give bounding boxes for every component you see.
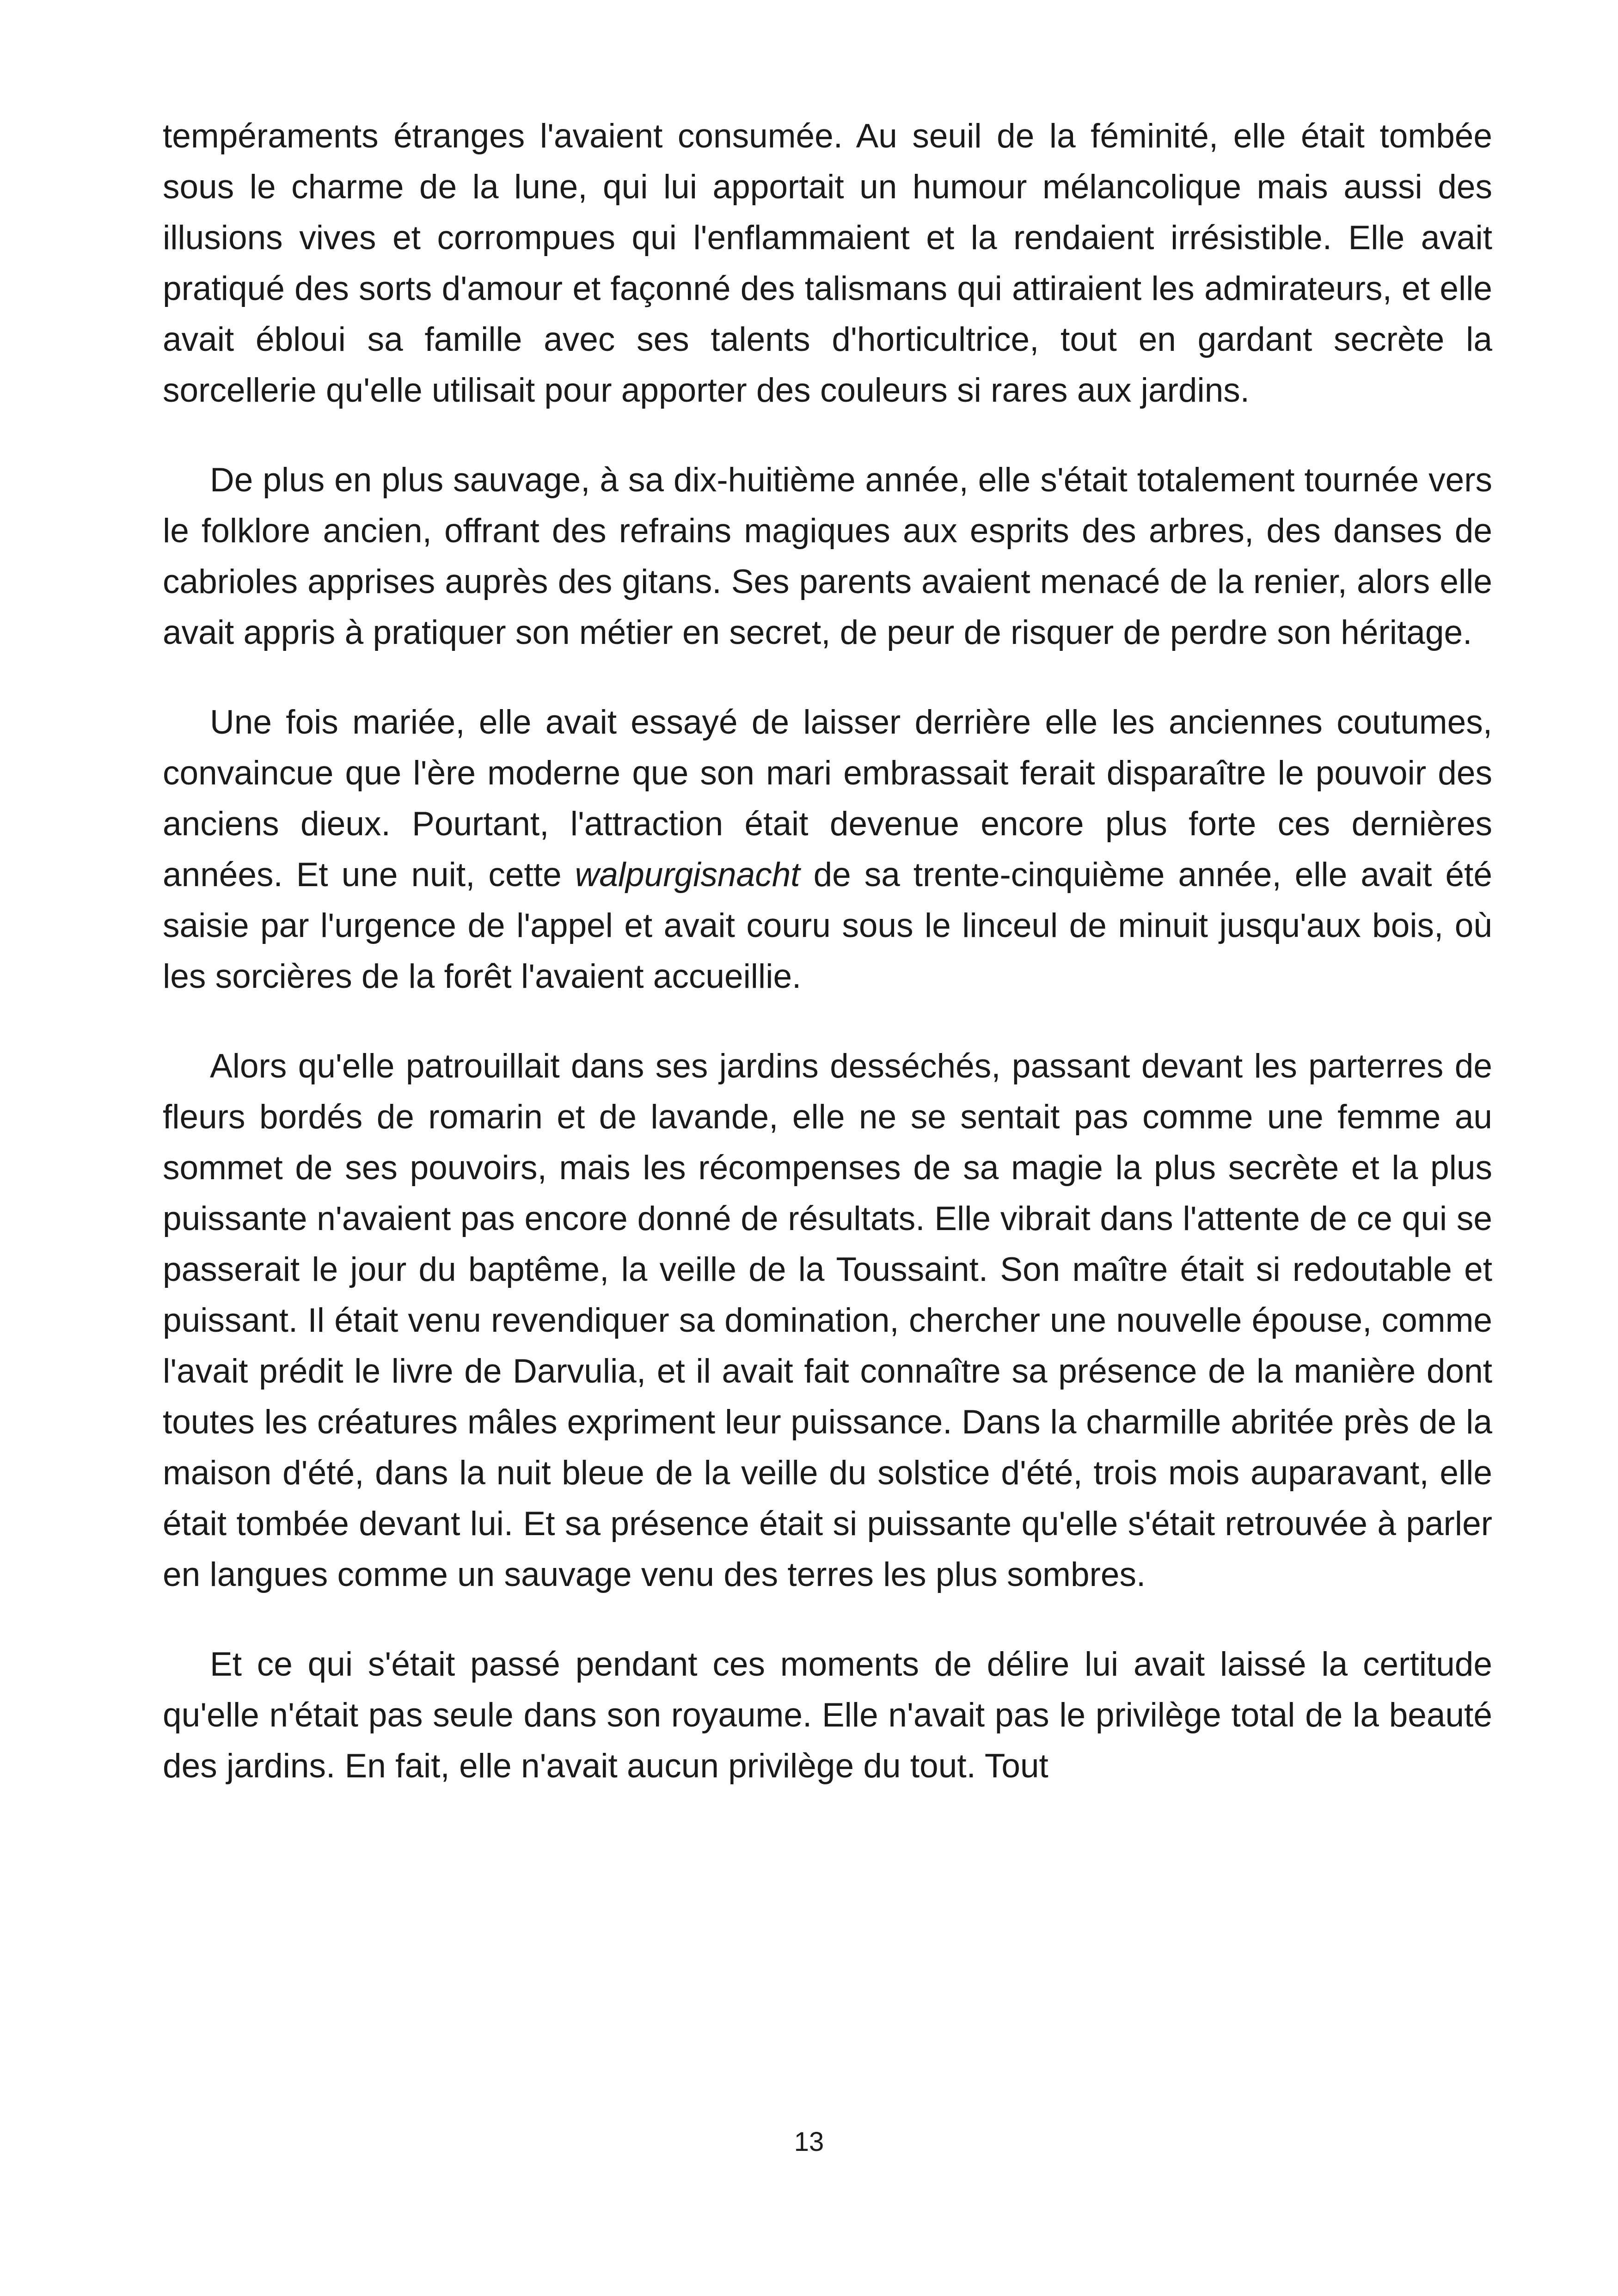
paragraph-3: [163, 697, 1492, 1002]
paragraph-4: Alors qu'elle patrouillait dans ses jardins desséchés, passant devant les parterres de fleurs bordés de romarin et de lavande, elle ne se sentait pas comme une femme au sommet de ses pouvoirs, mais les récompenses de sa magie la plus secrète et la plus puissante n'avaient pas encore donné de résultats. Elle vibrait dans l'attente de ce qui se passerait le jour du baptême, la veille de la Toussaint. Son maître était si redoutable et puissant. Il était venu revendiquer sa domination, chercher une nouvelle épouse, comme l'avait prédit le livre de Darvulia, et il avait fait connaître sa présence de la manière dont toutes les créatures mâles expriment leur puissance. Dans la charmille abritée près de la maison d'été, dans la nuit bleue de la veille du solstice d'été, trois mois auparavant, elle était tombée devant lui. Et sa présence était si puissante qu'elle s'était retrouvée à parler en langues comme un sauvage venu des terres les plus sombres.: [163, 1047, 1492, 1593]
paragraph-2: De plus en plus sauvage, à sa dix-huitième année, elle s'était totalement tournée vers le folklore ancien, offrant des refrains magiques aux esprits des arbres, des danses de cabrioles apprises auprès des gitans. Ses parents avaient menacé de la renier, alors elle avait appris à pratiquer son métier en secret, de peur de risquer de perdre son héritage.: [163, 461, 1492, 651]
paragraph-3-text-b: de sa trente-cinquième année, elle avait été saisie par l'urgence de l'appel et avait couru sous le linceul de minuit jusqu'aux bois, où les sorcières de la forêt l'avaient accueillie.: [163, 856, 1492, 995]
paragraph-3-text-a: Une fois mariée, elle avait essayé de laisser derrière elle les anciennes coutumes, convaincue que l'ère moderne que son mari embrassait ferait disparaître le pouvoir des anciens dieux. Pourtant, l'attraction était devenue encore plus forte ces dernières années. Et une nuit, cette: [163, 704, 1492, 894]
page-body: [163, 111, 1492, 1792]
paragraph-3-italic-term: walpurgisnacht: [575, 856, 800, 894]
paragraph-1: tempéraments étranges l'avaient consumée. Au seuil de la féminité, elle était tombée sous le charme de la lune, qui lui apportait un humour mélancolique mais aussi des illusions vives et corrompues qui l'enflammaient et la rendaient irrésistible. Elle avait pratiqué des sorts d'amour et façonné des talismans qui attiraient les admirateurs, et elle avait ébloui sa famille avec ses talents d'horticultrice, tout en gardant secrète la sorcellerie qu'elle utilisait pour apporter des couleurs si rares aux jardins.: [163, 117, 1492, 409]
page-number: 13: [794, 2127, 824, 2157]
paragraph-5: Et ce qui s'était passé pendant ces moments de délire lui avait laissé la certitude qu'elle n'était pas seule dans son royaume. Elle n'avait pas le privilège total de la beauté des jardins. En fait, elle n'avait aucun privilège du tout. Tout: [163, 1646, 1492, 1785]
